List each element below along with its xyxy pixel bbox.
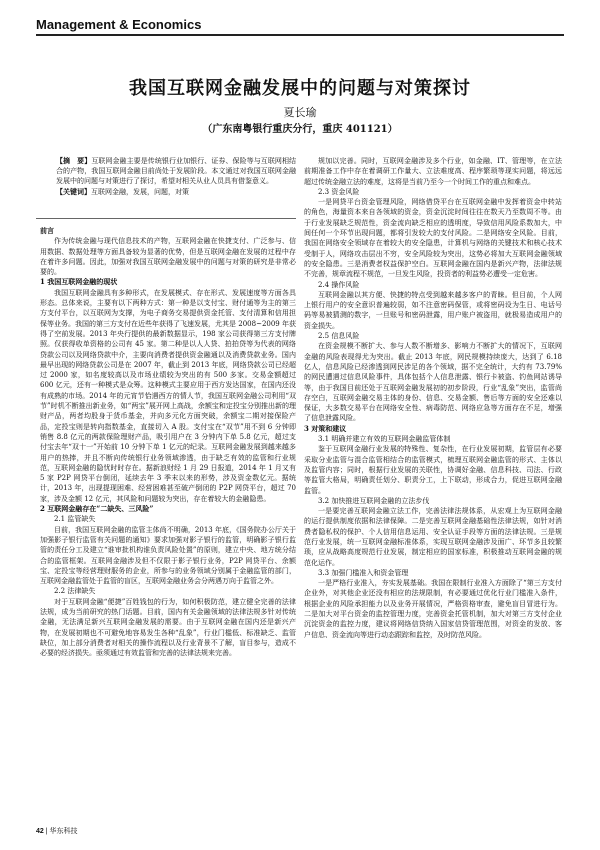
body-paragraph: 在资金规模不断扩大、参与人数不断增多、影响力不断扩大的情况下，互联网金融的风险表现得尤为突出。截止 2013 年底，网民规模持续庞大，达到了 6.18 亿人，信息风险已经渗透到网民涉足的各个领域，据不完全统计，大约有 73.79% 的网民遭遇过信息风险事件，具体包括个人信息泄露、银行卡被盗、钓鱼网站诱导等，由于我国目前还处于互联网金融发展初的初步阶段，行业“乱象”突出，监管尚存空白，互联网金融交易主体的身份、信息、交易金额、售后等方面的安全还难以保证，大多数交易平台在网络安全性、病毒防范、网络应急等方面存在不足，增强了信息泄露风险。 bbox=[304, 342, 562, 423]
author-name: 夏长瑜 bbox=[283, 106, 317, 119]
header-rule bbox=[36, 34, 564, 36]
body-paragraph: 一是要完善互联网金融立法工作，完善法律法规体系，从宏观上为互联网金融的运行提供制度依据和法律保障。二是完善互联网金融基础性法律法规，如针对消费者隐私权的保护、个人信用信息运用、安全认证手段等方面的法律法规。三是规范行业发展，统一互联网金融标准体系，实现互联网金融涉及面广、环节多且较繁琐，应从战略高度规范行业发展，制定相应的国家标准，积极推动互联网金融的规范化运作。 bbox=[304, 507, 562, 567]
abstract-block bbox=[56, 156, 296, 197]
article-title: 我国互联网金融发展中的问题与对策探讨 bbox=[129, 78, 471, 99]
abstract-label: 【摘 要】 bbox=[56, 156, 92, 165]
footer-divider: | bbox=[45, 828, 50, 835]
body-paragraph: 对于互联网金融“便捷”百姓钱包的行为，如何积极防范，建立健全完善的法律法规，成为当前研究的热门话题。目前，国内有关金融领域的法律法规多针对传统金融，无法满足新兴互联网金融发展的需要。由于互联网金融在国内还是新兴产物，在发展初期也不可避免地容易发生各种“乱象”，行业门槛低、标准缺乏、监管缺位，加上部分消费者对相关的操作流程以及行业背景不了解，盲目参与，造成不必要的经济损失。亟须通过有效监管和完善的法律法规来完善。 bbox=[40, 597, 296, 658]
body-paragraph: 互联网金融以其方便、快捷的特点受到越来越多客户的青睐。但目前，个人网上银行用户的安全意识普遍较弱，如不注意密码保管，或将密码设为生日、电话号码等易被猜测的数字，一旦账号和密码泄露，用户账户被盗用，就极易造成用户的资金损失。 bbox=[304, 290, 562, 330]
abstract-text: 互联网金融主要是传统银行业加银行、证券、保险等与互联网相结合的产物，我国互联网金融目前尚处于发展阶段。本文通过对我国互联网金融发展中的问题与对策进行了探讨，希望对相关从业人员具有借鉴意义。 bbox=[56, 157, 297, 186]
section-heading: 1 我国互联网金融的现状 bbox=[40, 277, 118, 287]
body-paragraph: 目前，我国互联网金融的监管主体尚不明确，2013 年底，《国务院办公厅关于加强影子银行监管有关问题的通知》要求加强对影子银行的监管，明确影子银行监管的责任分工及建立“谁审批机构谁负责风险处置”的原则，建立中央、地方统分结合的监管框架。互联网金融涉及但不仅限于影子银行业务，P2P 网贷平台、余额宝、定投宝等经营理财服务的企业，所参与的业务领域分别属于金融监管的部门，互联网金融监管处于监管的盲区，互联网金融业务会分两遇万向于监管之外。 bbox=[40, 525, 296, 586]
section-heading: 3 对策和建议 bbox=[304, 423, 347, 433]
body-paragraph: 一是网贷平台资金管理风险，网络借贷平台在互联网金融中发挥着资金中转站的角色，海量资本来自各领域的资金，资金沉淀时间往往在数天乃至数周不等。由于行业发展缺乏规范性，资金流向缺乏相应的透明度，导致信用风险系数加大，中间任何一个环节出现问题，都将引发较大的支付风险。二是网络安全风险。目前，我国在网络安全领域存在着较大的安全隐患，计算机与网络的关键技术和核心技术受制于人，网络攻击层出不穷，安全风险较为突出，这势必将加大互联网金融领域的安全隐患。三是消费者权益保护空白。互联网金融在国内是新兴产物，法律法规不完善，规章流程不规范，一旦发生风险，投资者的利益势必遭受一定危害。 bbox=[304, 198, 562, 279]
page-number: 42 bbox=[36, 828, 44, 835]
body-paragraph: 我国互联网金融具有多种形式，在发展模式、存在形式、发展速度等方面各具形态。总体来说，主要有以下两种方式：第一种是以支付宝、财付通等为主的第三方支付平台，以互联网为支撑，为电子商务交易提供资金托管、支付清算和信用担保等业务。我国的第三方支付在近些年获得了飞速发展，尤其是 2008~2009 年获得了空前发展。2013 年央行提供的最新数据显示，198 家公司获得第三方支付牌照。仅获得收单资格的公司有 45 家。第二种是以人人贷、拍拍贷等为代表的网络贷款公司以及网络贷款中介，主要向消费者提供资金融通以及消费贷款业务。国内最早出现的网络贷款公司是在 2007 年，截止到 2013 年底，网络贷款公司已经超过 2000 家，如名度较高以及市场业绩较为突出的有 500 多家。交易金额超过 600 亿元，还有一种模式是众筹。这种模式主要应用于西方发达国家，在国内还没有成熟的市场。2014 年的元宵节恰遇西方的情人节，我国互联网金融公司利用“双节”时机不断推出新业务，如“两宝”展开网上高战，余额宝和定投宝分别推出新的理财产品，两者均股身于货币基金，并向多元化方面突破，余额宝二期对接保险产品，定投宝则是转向指数基金，直接切入 A 股。支付宝在“双节”用不到 6 分钟即销售 8.8 亿元的两款保险理财产品，吸引用户在 3 分钟内下单 5.8 亿元，超过支付宝去年“双十一”开始前 10 分钟下单 1 亿元的纪录。互联网金融发展到越来越多用户的热捧，并且不断向传统银行业务领域渗透，由于缺乏有效的监管和行业规范，互联网金融的隐忧时时存在。据新浪财经 1 月 29 日报道，2014 年 1 月又有 5 家 P2P 网贷平台倒闭，延续去年 3 季末以来的形势，涉及资金数亿元。据统计，2013 年，出现提现困难、经营困难甚至破产倒闭的 P2P 网贷平台，超过 70 家，涉及金额 12 亿元，其风险和问题较为突出，存在着较大的金融隐患。 bbox=[40, 288, 296, 503]
section-heading: 前言 bbox=[40, 226, 54, 235]
abstract-divider bbox=[36, 218, 296, 219]
left-column bbox=[40, 226, 296, 808]
author-affiliation: （广东南粤银行重庆分行，重庆 401121） bbox=[202, 124, 398, 135]
running-header bbox=[36, 14, 564, 36]
body-paragraph: 作为传统金融与现代信息技术的产物，互联网金融在快捷支付、广泛参与、信用数据、数据处理等方面具备较为显著的优势，但是互联网金融在发展的过程中存在着许多问题。因此，加强对我国互联网金融发展中的问题与对策的研究是非常必要的。 bbox=[40, 237, 296, 277]
subsection-heading: 2.1 监管缺失 bbox=[54, 515, 96, 524]
subsection-heading: 3.3 加强门槛准入和资金管理 bbox=[318, 568, 409, 577]
right-column bbox=[304, 156, 562, 808]
keywords-label: 【关键词】 bbox=[56, 186, 91, 196]
subsection-heading: 2.5 信息风险 bbox=[318, 332, 360, 341]
keywords-text: 互联网金融，发展，问题，对策 bbox=[91, 187, 189, 196]
subsection-heading: 3.2 加快推进互联网金融的立法步伐 bbox=[318, 496, 430, 505]
header-section-label: Management & Economics bbox=[36, 17, 202, 32]
section-heading: 2 互联网金融存在“二缺失、三风险” bbox=[40, 504, 154, 514]
body-paragraph: 一是严格行业准入，夯实发展基础。我国在限制行业准入方面除了“第三方支付企业外，对其他企业还没有相应的法规限制，有必要通过优化行业门槛准入条件，根据企业的风险承担能力以及业务开展情况，严格资格审查，避免盲目冒进行为。二是加大对平台资金的监控管理力度，完善资金托管机制，加大对第三方支付企业沉淀资金的监控力度，建议将网络信贷纳入国家信贷管理范围，对资金的发放、客户信息、资金流向等进行动态跟踪和监控，及时防范风险。 bbox=[304, 579, 562, 639]
body-paragraph: 鉴于互联网金融行业发展的特殊性、复杂性，在行业发展初期，监管层有必要采取分业监管与混合监管相结合的监管模式，梳理互联网金融监管的形式、主体以及监管内容；同时，根据行业发展的关联性，协调好金融、信息科技、司法、行政等监管大格局，明确责任划分、职责分工，上下联动，形成合力，促进互联网金融监管。 bbox=[304, 445, 562, 495]
page-footer bbox=[36, 826, 564, 838]
journal-name: 华东科技 bbox=[49, 828, 78, 835]
subsection-heading: 3.1 明确并建立有效的互联网金融监管体制 bbox=[318, 435, 451, 444]
subsection-heading: 2.2 法律缺失 bbox=[54, 587, 96, 596]
body-paragraph: 规加以完善。同时，互联网金融涉及多个行业，如金融、IT、管理等，在立法前期准备工作中存在着调研工作量大、立法难度高、程序繁琐等现实问题，将远远超过传统金融立法的难度，这将是当前乃至今一个时间工作的重点和难点。 bbox=[304, 157, 562, 186]
subsection-heading: 2.4 操作风险 bbox=[318, 280, 360, 289]
subsection-heading: 2.3 资金风险 bbox=[318, 187, 360, 196]
